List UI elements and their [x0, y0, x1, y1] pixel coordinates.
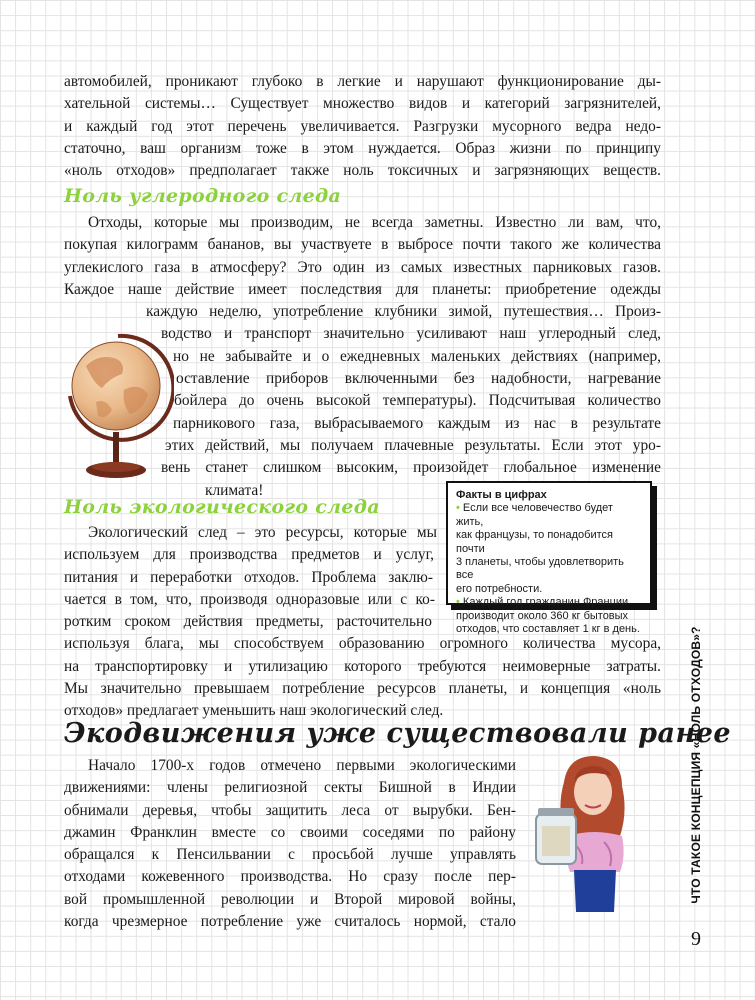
bullet-icon: • — [456, 596, 460, 609]
text-line: питания и переработки отходов. Проблема заклю- — [64, 568, 433, 586]
text-line: джамин Франклин вместе со своими соседями по району — [64, 823, 516, 841]
facts-box — [446, 481, 652, 636]
text-line: покупая килограмм бананов, вы участвуете в выбросе почти такого же количества — [64, 236, 661, 254]
text-line: используя блага, мы способствуем образованию огромного количества мусора, — [64, 635, 661, 653]
text-line: автомобилей, проникают глубоко в легкие и нарушают функционирование ды- — [64, 73, 661, 90]
fact-line: 3 планеты, чтобы удовлетворить все — [456, 556, 624, 582]
chapter-sidebar-label — [676, 626, 716, 904]
fact-line: как французы, то понадобится почти — [456, 529, 613, 555]
ecological-footprint-heading: Ноль экологического следа — [64, 496, 380, 518]
text-line: парникового газа, выбрасываемого каждым из нас в результате — [173, 414, 661, 432]
text-line: водство и транспорт значительно усиливают наш углеродный след, — [161, 325, 661, 343]
text-line: бойлера до очень высокой температуры). Подсчитывая количество — [174, 392, 661, 410]
text-line: ротким сроком действия предметы, расточительно — [64, 613, 432, 631]
text-line: этих действий, мы получаем плачевные результаты. Если этот уро- — [165, 436, 661, 454]
fact-line: отходов, что составляет 1 кг в день. — [456, 623, 640, 636]
text-line: когда чрезмерное потребление уже считалось нормой, стало — [64, 913, 516, 931]
chapter-title: ЧТО ТАКОЕ КОНЦЕПЦИЯ «НОЛЬ ОТХОДОВ»? — [689, 626, 703, 904]
text-line: Экологический след – это ресурсы, которые мы — [88, 524, 437, 541]
fact-line: его потребности. — [456, 582, 543, 595]
text-line: Каждое наше действие имеет последствия для планеты: приобретение одежды — [64, 280, 661, 298]
text-line: климата! — [205, 481, 264, 499]
intro-paragraph — [64, 71, 661, 182]
text-line: Мы значительно превышаем потребление ресурсов планеты, и концепция «ноль — [64, 680, 661, 698]
text-line: Отходы, которые мы производим, не всегда заметны. Известно ли вам, что, — [88, 214, 661, 231]
text-line: на транспортировку и утилизацию которого требуются неимоверные затраты. — [64, 657, 661, 675]
text-line: обращался к Пенсильвании с просьбой лучше управлять — [64, 846, 516, 864]
text-line: каждую неделю, употребление клубники зимой, путешествия… Произ- — [146, 303, 661, 321]
text-line: вень станет слишком высоким, произойдет глобальное изменение — [161, 459, 661, 477]
text-line: оставление приборов включенными без надобности, нагревание — [176, 370, 661, 388]
text-line: статочно, ваш организм тоже в этом нуждается. Образ жизни по принципу — [64, 139, 661, 157]
text-line: обнимали деревья, чтобы защитить леса от вырубки. Бен- — [64, 801, 516, 819]
bullet-icon: • — [456, 502, 460, 515]
girl-with-jar-illustration — [524, 752, 656, 920]
carbon-footprint-heading: Ноль углеродного следа — [64, 185, 342, 207]
text-line: хательной системы… Существует множество видов и категорий загрязнителей, — [64, 95, 661, 113]
fact-item — [456, 596, 642, 609]
fact-line: Если все человечество будет жить, — [456, 502, 613, 528]
text-line: «ноль отходов» предполагает также ноль токсичных и загрязняющих веществ. — [64, 162, 661, 180]
text-line: вой промышленной революции и Второй мировой войны, — [64, 890, 516, 908]
facts-box-title: Факты в цифрах — [456, 489, 547, 501]
history-paragraph — [64, 755, 516, 933]
fact-line: производит около 360 кг бытовых — [456, 609, 629, 622]
text-line: движениями: члены религиозной секты Бишной в Индии — [64, 779, 516, 797]
page-number: 9 — [691, 928, 701, 950]
text-line: но не забывайте и о ежедневных маленьких действиях (например, — [173, 347, 661, 365]
text-line: и каждый год этот перечень увеличивается. Разгрузки мусорного ведра недо- — [64, 117, 661, 135]
text-line: углекислого газа в атмосферу? Это один из самых известных парниковых газов. — [64, 258, 661, 276]
text-line: Начало 1700-х годов отмечено первыми экологическими — [88, 757, 516, 774]
text-line: чается в том, что, производя одноразовые или с ко- — [64, 590, 435, 608]
text-line: используем для производства предметов и услуг, — [64, 546, 434, 564]
fact-item — [456, 502, 642, 529]
history-heading: Экодвижения уже существовали ранее — [64, 718, 732, 749]
globe-illustration — [56, 318, 174, 490]
fact-line: Каждый год гражданин Франции — [462, 596, 629, 609]
text-line: отходами кожевенного производства. Но сразу после пер- — [64, 868, 516, 886]
text-line: отходов» предлагает уменьшить наш экологический след. — [64, 702, 444, 720]
